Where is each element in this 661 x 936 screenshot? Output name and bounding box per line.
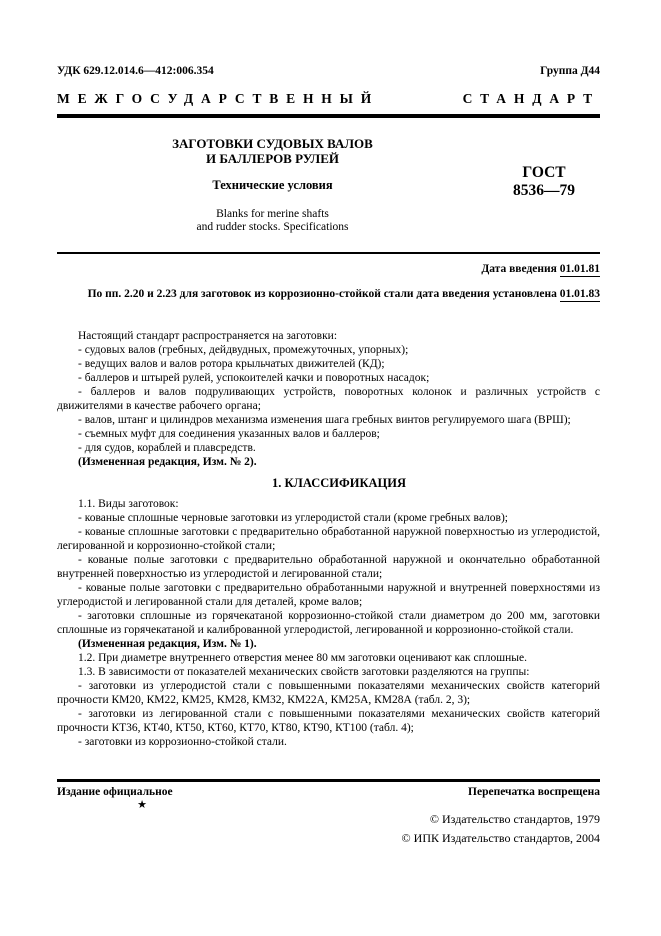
standard-type-word-2: СТАНДАРТ [462,91,600,106]
paragraph: - судовых валов (гребных, дейдвудных, промежуточных, упорных); [78,344,409,356]
group-code: Группа Д44 [540,65,600,77]
subtitle-en-line-2: and rudder stocks. Specifications [196,220,349,233]
paragraph: 1.1. Виды заготовок: [78,498,179,510]
subtitle-english [57,208,488,233]
udk-number: УДК 629.12.014.6—412:006.354 [57,65,214,77]
paragraph: - баллеров и штырей рулей, успокоителей качки и поворотных насадок; [78,372,430,384]
document-body [57,329,600,749]
paragraph: - кованые полые заготовки с предварительно обработанной наружной и окончательно обработанной внутренней поверхностью из углеродистой и легированной стали; [57,554,600,580]
paragraph: - заготовки из углеродистой стали с повышенными показателями механических свойств категорий прочности КМ20, КМ22, КМ25, КМ28, КМ32, КМ22А, КМ25А, КМ28А (табл. 2, 3); [57,680,600,706]
paragraph: - для судов, кораблей и плавсредств. [78,442,256,454]
section-1-heading: 1. КЛАССИФИКАЦИЯ [271,476,407,490]
paragraph: - заготовки из легированной стали с повышенными показателями механических свойств категорий прочности КТ36, КТ40, КТ50, КТ60, КТ70, КТ80, КТ90, КТ100 (табл. 4); [57,708,600,734]
standard-designation [488,136,600,233]
no-reprint-label: Перепечатка воспрещена [468,786,600,798]
middle-rule [57,252,600,254]
introduction-note-line [57,288,600,300]
paragraph: - ведущих валов и валов ротора крыльчатых движителей (КД); [78,358,385,370]
introduction-date-line [57,263,600,275]
designation-line-2: 8536—79 [513,182,575,199]
title-left-column [57,136,488,233]
footer-row [57,786,600,798]
copyright-2004: © ИПК Издательство стандартов, 2004 [401,831,600,845]
official-edition-label: Издание официальное [57,786,173,798]
paragraph: - заготовки из коррозионно-стойкой стали. [78,736,287,748]
paragraph: - баллеров и валов подруливающих устройств, поворотных колонок и различных устройств с движителями в качестве рабочего органа; [57,386,600,412]
top-rule [57,114,600,118]
document-header [57,65,600,77]
copyright-1979: © Издательство стандартов, 1979 [429,812,600,826]
paragraph: 1.3. В зависимости от показателей механических свойств заготовки разделяются на группы: [78,666,530,678]
paragraph: - кованые сплошные черновые заготовки из углеродистой стали (кроме гребных валов); [78,512,508,524]
title-line-2: И БАЛЛЕРОВ РУЛЕЙ [205,151,340,166]
paragraph: 1.2. При диаметре внутреннего отверстия менее 80 мм заготовки оценивают как сплошные. [78,652,527,664]
star-icon: ★ [137,799,147,811]
paragraph: - кованые полые заготовки с предварительно обработанными наружной и внутренней поверхностями из углеродистой и легированной стали для деталей, кроме валов; [57,582,600,608]
paragraph: - валов, штанг и цилиндров механизма изменения шага гребных винтов регулируемого шага (ВРШ); [78,414,571,426]
title-block [57,136,600,233]
bottom-rule [57,779,600,782]
document-title [57,136,488,166]
subtitle-en-line-1: Blanks for merine shafts [216,208,329,220]
subtitle-russian: Технические условия [212,178,333,192]
paragraph: Настоящий стандарт распространяется на заготовки: [78,330,338,342]
paragraph: - заготовки сплошные из горячекатаной коррозионно-стойкой стали диаметром до 200 мм, заготовки сплошные из горячекатаной и калиброванной углеродистой, легированной и коррозионно-стойкой стали. [57,610,600,636]
amendment-note: (Измененная редакция, Изм. № 2). [78,456,257,468]
note-text: По пп. 2.20 и 2.23 для заготовок из коррозионно-стойкой стали дата введения установлена [87,288,557,300]
amendment-note: (Измененная редакция, Изм. № 1). [78,638,257,650]
standard-type-row [57,91,600,107]
note-date-value: 01.01.83 [559,288,600,300]
paragraph: - кованые сплошные заготовки с предварительно обработанной наружной поверхностью из углеродистой, легированной и коррозионно-стойкой стали; [57,526,600,552]
designation-line-1: ГОСТ [522,164,566,181]
copyright-block [57,810,600,848]
paragraph: - съемных муфт для соединения указанных валов и баллеров; [78,428,380,440]
date-value: 01.01.81 [559,263,600,275]
standard-type-word-1: МЕЖГОСУДАРСТВЕННЫЙ [57,91,380,106]
date-label: Дата введения [481,263,557,275]
title-line-1: ЗАГОТОВКИ СУДОВЫХ ВАЛОВ [172,136,373,151]
